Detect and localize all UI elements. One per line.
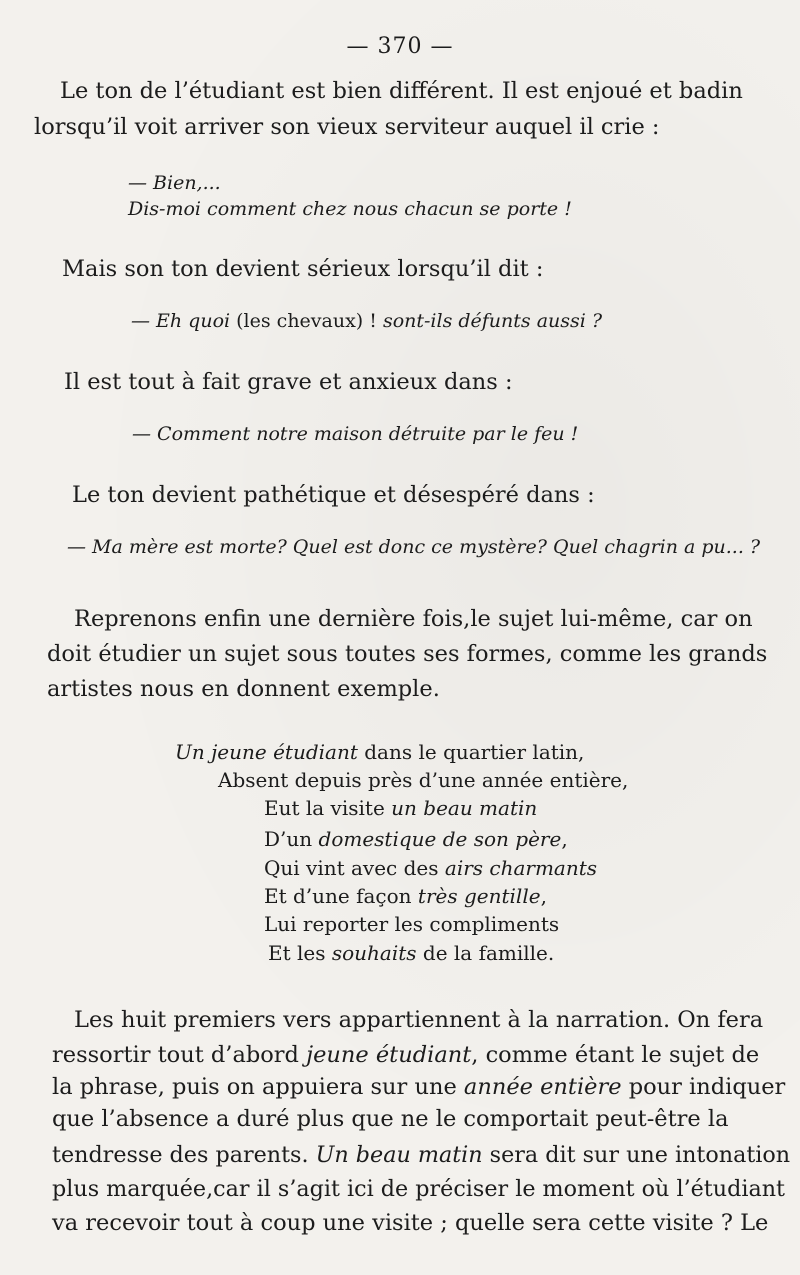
quote-segment: (les chevaux) ! xyxy=(230,310,383,332)
paragraph-line: Les huit premiers vers appartiennent à la narration. On fera xyxy=(74,1007,764,1033)
verse-segment: Qui vint avec des xyxy=(264,856,445,880)
text-segment: ressortir tout d’abord xyxy=(52,1042,307,1068)
sentence: Le ton devient pathétique et désespéré dans : xyxy=(72,482,595,508)
paragraph-line: que l’absence a duré plus que ne le comportait peut-être la xyxy=(52,1106,729,1132)
verse-segment: dans le quartier latin, xyxy=(357,740,585,764)
paragraph-line: lorsqu’il voit arriver son vieux serviteur auquel il crie : xyxy=(34,114,660,140)
paragraph-line: plus marquée,car il s’agit ici de préciser le moment où l’étudiant xyxy=(52,1176,785,1202)
verse-segment: Et les xyxy=(268,941,332,965)
quote-line: — Comment notre maison détruite par le feu ! xyxy=(132,423,579,445)
quote-line xyxy=(131,312,602,331)
text-segment: , comme étant le sujet de xyxy=(471,1042,760,1068)
quote-segment: sont-ils défunts aussi ? xyxy=(382,310,603,332)
paragraph-line: doit étudier un sujet sous toutes ses formes, comme les grands xyxy=(47,641,768,667)
paragraph-line xyxy=(52,1044,759,1067)
quote-line: Dis-moi comment chez nous chacun se porte ! xyxy=(128,198,572,220)
verse-segment: airs charmants xyxy=(444,856,598,880)
paragraph-line: artistes nous en donnent exemple. xyxy=(47,676,440,702)
verse-segment: de la famille. xyxy=(416,941,555,965)
verse-segment: , xyxy=(540,884,547,908)
verse-segment: , xyxy=(561,827,568,851)
poem-line xyxy=(264,886,547,906)
verse-segment: souhaits xyxy=(331,941,417,965)
text-segment: sera dit sur une intonation xyxy=(482,1142,791,1168)
poem-line xyxy=(264,829,568,849)
text-segment: année entière xyxy=(463,1074,622,1100)
verse-segment: Un jeune étudiant xyxy=(175,740,358,764)
verse-segment: un beau matin xyxy=(391,796,538,820)
paragraph-line xyxy=(52,1144,790,1166)
paragraph-line: Le ton de l’étudiant est bien différent. Il est enjoué et badin xyxy=(60,78,743,104)
poem-line: Absent depuis près d’une année entière, xyxy=(218,768,629,792)
poem-line xyxy=(264,858,597,878)
sentence: Mais son ton devient sérieux lorsqu’il dit : xyxy=(62,256,544,282)
poem-line xyxy=(264,798,537,818)
verse-segment: D’un xyxy=(264,827,319,851)
page-number: — 370 — xyxy=(346,34,454,59)
paragraph-line: va recevoir tout à coup une visite ; quelle sera cette visite ? Le xyxy=(52,1210,769,1236)
verse-segment: très gentille xyxy=(417,884,541,908)
verse-segment: Et d’une façon xyxy=(264,884,418,908)
quote-line: — Bien,... xyxy=(128,172,221,194)
quote-line: — Ma mère est morte? Quel est donc ce mystère? Quel chagrin a pu... ? xyxy=(67,536,761,558)
poem-line: Lui reporter les compliments xyxy=(264,912,560,936)
text-segment: tendresse des parents. xyxy=(52,1142,316,1168)
quote-segment: — Eh quoi xyxy=(131,310,231,332)
text-segment: jeune étudiant xyxy=(306,1042,472,1068)
text-segment: la phrase, puis on appuiera sur une xyxy=(52,1074,464,1100)
verse-segment: Eut la visite xyxy=(264,796,392,820)
paragraph-line: Reprenons enfin une dernière fois,le sujet lui-même, car on xyxy=(74,606,753,632)
sentence: Il est tout à fait grave et anxieux dans : xyxy=(64,369,513,395)
poem-line xyxy=(175,742,584,762)
text-segment: Un beau matin xyxy=(315,1142,483,1168)
poem-line xyxy=(268,943,554,963)
text-segment: pour indiquer xyxy=(621,1074,786,1100)
paragraph-line xyxy=(52,1076,785,1099)
verse-segment: domestique de son père xyxy=(318,827,562,851)
